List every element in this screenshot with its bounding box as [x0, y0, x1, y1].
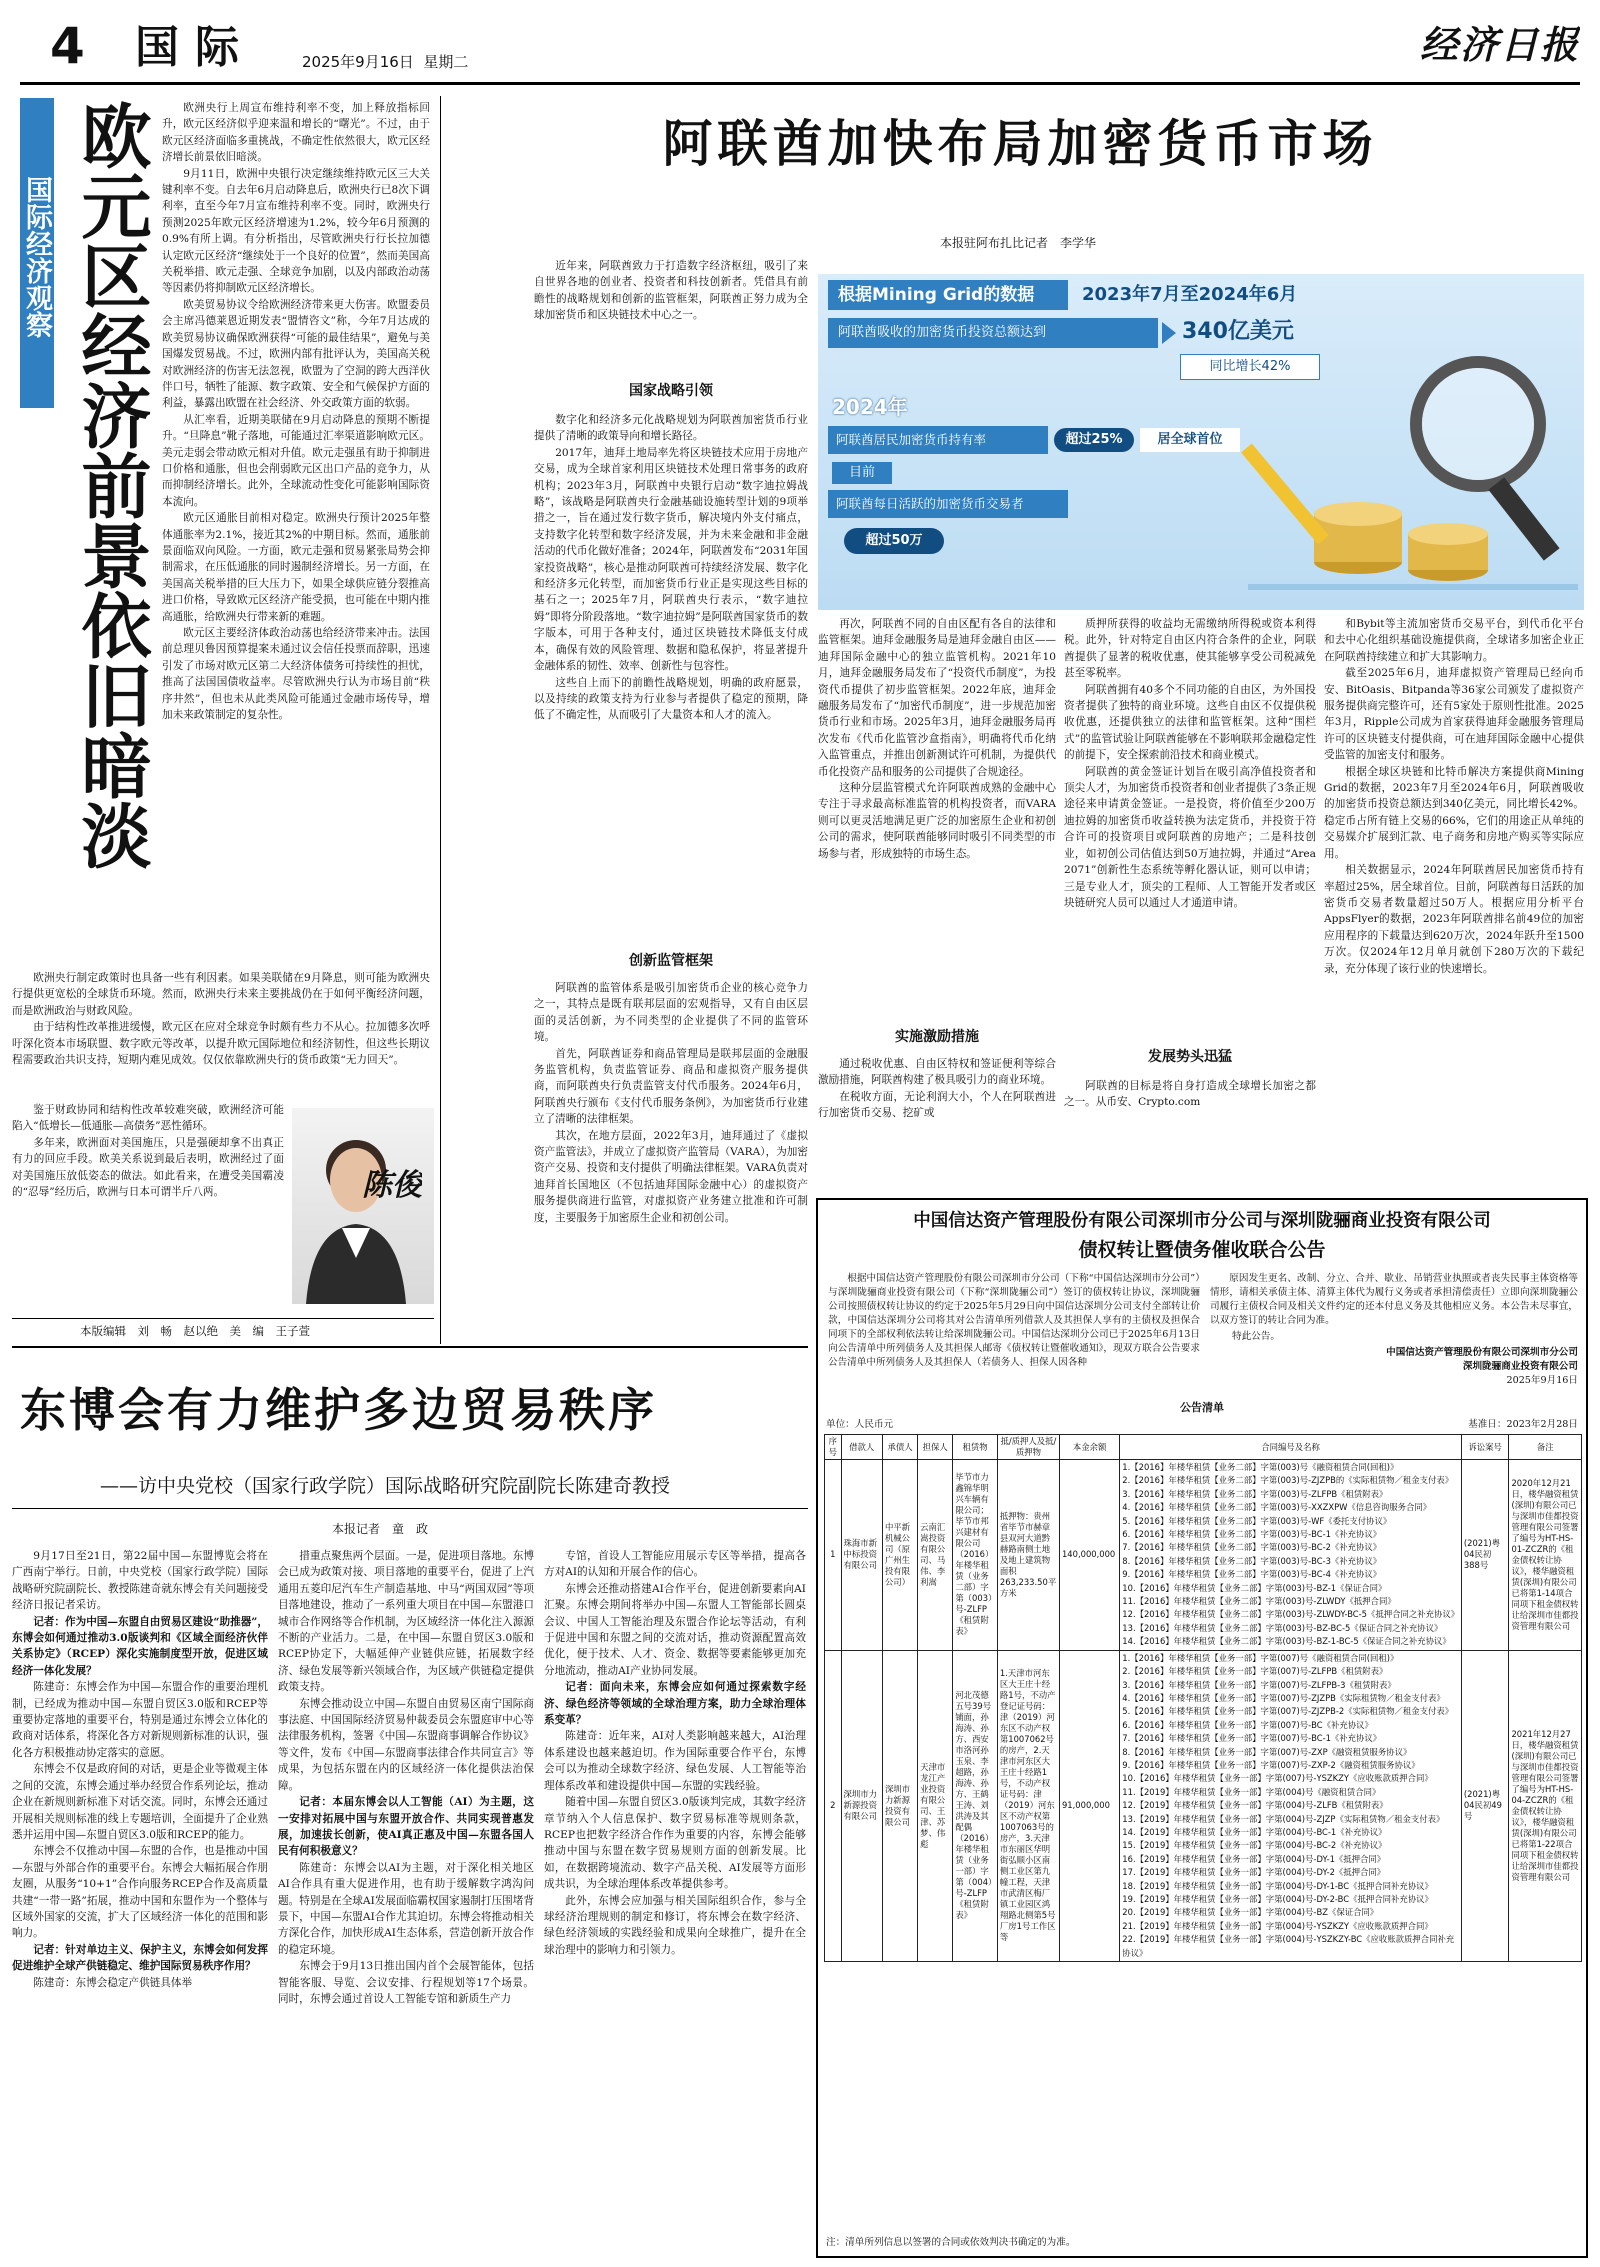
uae-para: 阿联酋的目标是将自身打造成全球增长加密之都之一。从币安、Crypto.com	[1064, 1080, 1316, 1109]
contract-line: 10.【2016】年楼华租赁【业务一部】字第(007)号-YSZKZY《应收账款质押合同》	[1122, 1773, 1433, 1784]
euro-para: 从汇率看，近期美联储在9月启动降息的预期不断提升。“旦降息”靴子落地，可能通过汇率渠道影响欧元区。美元走弱会带动欧元相对升值。欧元走强虽有助于抑制进口价格和通胀，但也会削弱欧元区出口产品的竞争力，从而抑制经济增长。此外，全球流动性变化可能影响国际资本流向。	[162, 413, 430, 508]
uae-col5	[1324, 616, 1584, 1188]
contract-line: 10.【2016】年楼华租赁【业务二部】字第(003)号-BZ-1《保证合同》	[1122, 1582, 1387, 1593]
subhead-strategy: 国家战略引领	[629, 383, 713, 399]
contract-line: 13.【2019】年楼华租赁【业务一部】字第(004)号-ZJZP《实际租赁物／租金支付表》	[1122, 1813, 1445, 1824]
table-cell-lease: 毕节市力鑫锦华明兴车辆有限公司；毕节市邦兴建材有限公司（2016）年楼华租赁（业务二部）字第（003）号-ZLFP《租赁附表》	[953, 1460, 998, 1651]
euro-title: 欧元区经济前景依旧暗淡	[70, 100, 153, 870]
info-current: 目前	[832, 462, 892, 484]
table-cell-principal: 91,000,000	[1059, 1650, 1119, 1961]
table-cell-borrower: 珠海市新中标投资有限公司	[841, 1460, 882, 1651]
table-cell-lease: 河北茂德五号39号铺面，孙海涛、孙方、西安市洛河孙玉泉、李超路，孙海涛、孙方、王鹤王涛、刘洪涛及其配偶（2016）年楼华租赁（业务一部）字第（004）号-ZLFP《租赁附表》	[953, 1650, 998, 1961]
page-header	[0, 0, 1600, 86]
contract-line: 12.【2016】年楼华租赁【业务二部】字第(003)号-ZLWDY-BC-5《抵押合同之补充协议》	[1122, 1609, 1460, 1620]
dongbo-para: 东博会推动设立中国—东盟自由贸易区南宁国际商事法庭、中国国际经济贸易仲裁委员会东盟庭审中心等法律服务机构，签署《中国—东盟商事调解合作协议》等文件，发布《中国—东盟商事法律合作共同宣言》等成果，为包括东盟在内的区域经济一体化提供法治保障。	[278, 1697, 534, 1792]
contract-line: 8.【2016】年楼华租赁【业务一部】字第(007)号-ZXP《融资租赁服务协议》	[1122, 1746, 1412, 1757]
euro-para: 多年来，欧洲面对美国施压，只是强硬却拿不出真正有力的回应手段。欧美关系说到最后表明，欧洲经过了面对美国施压放低姿态的做法。如此看来，在遭受美国霸凌的“忍辱”经历后，欧洲与日本可谓半斤八两。	[12, 1136, 284, 1199]
dongbo-para: 此外，东博会应加强与相关国际组织合作，参与全球经济治理规则的制定和修订，将东博会在数字经济、绿色经济领域的实践经验和成果向全球推广，提升在全球治理中的影响力和引领力。	[544, 1894, 806, 1956]
subhead-regulation: 创新监管框架	[629, 953, 713, 969]
contract-line: 1.【2016】年楼华租赁【业务一部】字第(007)号《融资租赁合同(回租)》	[1122, 1652, 1399, 1663]
dongbo-question: 记者：针对单边主义、保护主义，东博会如何发挥促进维护全球产供链稳定、维护国际贸易秩序作用？	[12, 1943, 268, 1973]
uae-para: 其次，在地方层面，2022年3月，迪拜通过了《虚拟资产监管法》，并成立了虚拟资产监管局（VARA），为加密资产交易、投资和支付提供了明确法律框架。VARA负责对迪拜首长国地区（不包括迪拜国际金融中心）的虚拟资产服务提供商进行监管，对虚拟资产业务建立批准和许可制度，主要服务于加密原生企业和初创公司。	[534, 1129, 808, 1224]
dongbo-sub-rule	[12, 1508, 808, 1509]
uae-para: 根据全球区块链和比特币解决方案提供商Mining Grid的数据，2023年7月至2024年6月，阿联酋吸收的加密货币投资总额达到340亿美元，同比增长42%。稳定币占所有链上交易的66%，它们的用途正从单纯的交易媒介扩展到汇款、电子商务和房地产购买等实际应用。	[1324, 765, 1584, 860]
notice-sign-note: 特此公告。	[1232, 1331, 1280, 1342]
table-row	[825, 1460, 1582, 1651]
uae-col4b	[1064, 1078, 1316, 1158]
dongbo-para: 东博会还推动搭建AI合作平台，促进创新要素向AI汇聚。东博会期间将举办中国—东盟人工智能部长圆桌会议、中国人工智能治理及东盟合作论坛等活动，有利于促进中国和东盟之间的交流对话，推动资源配置高效优化，便于技术、人才、资金、数据等要素能够更加充分地流动，推动AI产业协同发展。	[544, 1582, 806, 1677]
euro-body-lower	[12, 1102, 284, 1302]
uae-col1	[534, 258, 808, 380]
info-year: 2024年	[832, 395, 908, 419]
contract-line: 2.【2016】年楼华租赁【业务一部】字第(007)号-ZLFPB《租赁附表》	[1122, 1666, 1388, 1677]
uae-col3a	[818, 616, 1056, 1028]
uae-para: 近年来，阿联酋致力于打造数字经济枢纽，吸引了来自世界各地的创业者、投资者和科技创新者。凭借具有前瞻性的战略规划和创新的监管框架，阿联酋正努力成为全球加密货币和区块链技术中心之一。	[534, 260, 808, 322]
contract-line: 16.【2019】年楼华租赁【业务一部】字第(004)号-DY-1《抵押合同》	[1122, 1853, 1386, 1864]
contract-line: 9.【2016】年楼华租赁【业务一部】字第(007)号-ZXP-2《融资租赁服务协议》	[1122, 1759, 1420, 1770]
uae-para: 和Bybit等主流加密货币交易平台，到代币化平台和去中心化组织基础设施提供商，全球诸多加密企业正在阿联酋持续建立和扩大其影响力。	[1324, 618, 1584, 663]
dongbo-para: 专馆，首设人工智能应用展示专区等举措，提高各方对AI的认知和开展合作的信心。	[544, 1550, 806, 1579]
contract-line: 15.【2019】年楼华租赁【业务一部】字第(004)号-BC-2《补充协议》	[1122, 1840, 1387, 1851]
table-cell-case: (2021)粤04民初49号	[1461, 1650, 1509, 1961]
table-cell-principal: 140,000,000	[1059, 1460, 1119, 1651]
contract-line: 5.【2016】年楼华租赁【业务二部】字第(003)号-WF《委托支付协议》	[1122, 1515, 1392, 1526]
table-cell-remark: 2020年12月21日，楼华融资租赁(深圳)有限公司已与深圳市佳都投资管理有限公司签署了编号为HT-HS-01-ZCZR的《租金债权转让协议》，楼华融资租赁(深圳)有限公司已将第1-14项合同项下租金债权转让给深圳市佳都投资管理有限公司	[1509, 1460, 1582, 1651]
euro-para: 欧美贸易协议令给欧洲经济带来更大伤害。欧盟委员会主席冯德莱恩近期发表“盟情咨文”称，今年7月达成的欧美贸易协议确保欧洲获得“可能的最佳结果”，避免与美国爆发贸易战。不过，欧洲内部有批评认为，美国高关税对欧洲经济的伤害无法忽视，欧盟为了空洞的跨大西洋伙伴口号，牺牲了能源、数字政策、安全和气候保护方面的利益，暴露出欧盟在社会经济、外交政策方面的软弱。	[162, 298, 430, 410]
uae-title: 阿联酋加快布局加密货币市场	[662, 115, 1378, 173]
contract-line: 20.【2019】年楼华租赁【业务一部】字第(004)号-BZ《保证合同》	[1122, 1907, 1379, 1918]
subhead-momentum: 发展势头迅猛	[1148, 1049, 1232, 1065]
dongbo-question: 记者：面向未来，东博会应如何通过探索数字经济、绿色经济等领域的全球治理方案，助力全球治理体系变革？	[544, 1681, 806, 1727]
table-cell-case: (2021)粤04民初388号	[1461, 1460, 1509, 1651]
table-header-row	[825, 1435, 1582, 1460]
table-row	[825, 1650, 1582, 1961]
uae-para: 相关数据显示，2024年阿联酋居民加密货币持有率超过25%，居全球首位。目前，阿联酋每日活跃的加密货币交易者数量超过50万人。根据应用分析平台AppsFlyer的数据，2023年阿联酋排名前49位的加密应用程序的下载量达到620万次，2024年跃升至1500万次。仅2024年12月单月就创下280万次的下载纪录，充分体现了该行业的快速增长。	[1324, 864, 1584, 975]
uae-para: 数字化和经济多元化战略规划为阿联酋加密货币行业提供了清晰的政策导向和增长路径。	[534, 414, 808, 443]
masthead-logo: 经济日报	[1420, 22, 1580, 67]
editors-line: 本版编辑 刘 畅 赵以绝 美 编 王子萱	[80, 1324, 310, 1338]
euro-para: 由于结构性改革推进缓慢，欧元区在应对全球竞争时颇有些力不从心。拉加德多次呼吁深化资本市场联盟、数字欧元等改革，以提升欧元国际地位和经济韧性，但这些长期议程需要政治共识支持，短期内难见成效。仅仅依靠欧洲央行的货币政策“无力回天”。	[12, 1021, 430, 1067]
column-tag: 国际经济观察	[20, 98, 54, 408]
contract-line: 19.【2019】年楼华租赁【业务一部】字第(004)号-DY-2-BC《抵押合同补充协议》	[1122, 1894, 1433, 1904]
uae-para: 这些自上而下的前瞻性战略规划，明确的政府愿景，以及持续的政策支持为行业参与者提供了稳定的预期，降低了不确定性，从而吸引了大量资本和人才的流入。	[534, 676, 808, 722]
dongbo-para: 东博会不仅是政府间的对话，更是企业等微观主体之间的交流，东博会通过举办经贸合作系列论坛，推动企业在新规则新标准下对话交流。同时，东博会还通过开展相关规则标准的线上专题培训，全面提升了企业熟悉并运用中国—东盟自贸区3.0版和RCEP的能力。	[12, 1763, 268, 1841]
notice-title-1: 中国信达资产管理股份有限公司深圳市分公司与深圳陇骊商业投资有限公司	[913, 1211, 1491, 1231]
person-icon	[292, 1108, 434, 1304]
table-cell-pledge: 1.天津市河东区大王庄十经路1号，不动产登记证号码：津（2019）河东区不动产权第1007062号的房产，2.天津市河东区大王庄十经路1号，不动产权证号码：津（2019）河东区不动产权第1007063号的房产，3.天津市东丽区华明街弘顺小区南侧工业区第九幢工程，天津市武清区梅厂镇工业园区鸿翔路北侧第5号厂房1号工作区等	[997, 1650, 1059, 1961]
notice-date: 2025年9月16日	[1506, 1375, 1578, 1386]
uae-para: 通过税收优惠、自由区特权和签证便利等综合激励措施，阿联酋构建了极具吸引力的商业环境。	[818, 1058, 1056, 1087]
notice-signer-2: 深圳陇骊商业投资有限公司	[1462, 1361, 1578, 1372]
uae-para: 阿联酋的监管体系是吸引加密货币企业的核心竞争力之一，其特点是既有联邦层面的宏观指导，又有自由区层面的灵活创新，为不同类型的企业提供了不同的监管环境。	[534, 982, 808, 1044]
column-divider	[440, 96, 441, 1344]
info-invest-label: 阿联酋吸收的加密货币投资总额达到	[828, 318, 1158, 348]
contract-line: 8.【2016】年楼华租赁【业务二部】字第(003)号-BC-3《补充协议》	[1122, 1555, 1382, 1566]
subhead-incentives: 实施激励措施	[895, 1029, 979, 1045]
contract-line: 6.【2016】年楼华租赁【业务一部】字第(007)号-BC《补充协议》	[1122, 1719, 1373, 1730]
table-cell-contracts	[1120, 1460, 1462, 1651]
uae-para: 阿联酋拥有40多个不同功能的自由区，为外国投资者提供了独特的商业环境。这些自由区不仅提供税收优惠，还提供独立的法律和监管框架。这种“围栏式”的监管试验让阿联酋能够在不影响联邦金融稳定性的前提下，安全探索前沿技术和商业模式。	[1064, 683, 1316, 762]
dongbo-byline: 本报记者 童 政	[332, 1522, 429, 1536]
dongbo-title: 东博会有力维护多边贸易秩序	[20, 1383, 657, 1437]
notice-signer-1: 中国信达资产管理股份有限公司深圳市分公司	[1386, 1347, 1578, 1358]
dongbo-para: 随着中国—东盟自贸区3.0版谈判完成，其数字经济章节纳入个人信息保护、数字贸易标准等规则条款，RCEP也把数字经济合作作为重要的内容，东博会能够推动中国与东盟在数字贸易规则方面的创新发展。比如，在数据跨境流动、数字产品关税、AI发展等方面形成共识，为全球治理体系改革提供参考。	[544, 1796, 806, 1891]
uae-para: 这种分层监管模式允许阿联酋成熟的金融中心专注于寻求最高标准监管的机构投资者，而VARA则可以更灵活地满足更广泛的加密原生企业和初创公司的需求，使阿联酋能够同时吸引不同类型的市场参与者，形成独特的市场生态。	[818, 782, 1056, 860]
uae-col2b	[534, 980, 808, 1340]
notice-body-left: 根据中国信达资产管理股份有限公司深圳市分公司（下称“中国信达深圳市分公司”）与深圳陇骊商业投资有限公司（下称“深圳陇骊公司”）签订的债权转让协议，深圳陇骊公司按照债权转让协议的约定于2025年5月29日向中国信达深圳分公司支付全部转让价款，中国信达深圳分公司将其对公告清单所列借款人及其担保人享有的主债权及担保合同项下的全部权利依法转让给深圳陇骊公司。中国信达深圳分公司已于2025年6月13日向公告清单中所列债务人及其担保人邮寄《债权转让暨催收通知》，现双方联合公告要求公告清单中所列债务人及其担保人（若债务人、担保人因各种	[828, 1273, 1200, 1368]
euro-para: 欧洲央行上周宣布维持利率不变，加上释放指标回升，欧元区经济似乎迎来温和增长的“曙光”。不过，由于欧元区经济面临多重挑战，不确定性依然很大，欧元区经济增长前景依旧暗淡。	[162, 102, 430, 164]
notice-body-right: 原因发生更名、改制、分立、合并、歇业、吊销营业执照或者丧失民事主体资格等情形，请相关承债主体、清算主体代为履行义务或者承担清偿责任）立即向深圳陇骊公司履行主债权合同及相关文件约定的还本付息义务及其他相应义务。本公告未尽事宜，以双方签订的转让合同为准。	[1210, 1273, 1578, 1326]
contract-line: 3.【2016】年楼华租赁【业务二部】字第(003)号-ZLFPB《租赁附表》	[1122, 1488, 1388, 1499]
table-cell-obligor: 深圳市力新源投资有限公司	[882, 1650, 917, 1961]
dongbo-para: 陈建奇：东博会以AI为主题，对于深化相关地区AI合作具有重大促进作用，也有助于缓解数字鸿沟问题。特别是在全球AI发展面临霸权国家遏制打压围堵背景下，中国—东盟AI合作尤其迫切。东博会将推动相关方深化合作，加快形成AI生态体系，营造创新开放合作的稳定环境。	[278, 1861, 534, 1956]
uae-col3b	[818, 1056, 1056, 1188]
col-header: 合同编号及名称	[1120, 1435, 1462, 1460]
uae-col4a	[1064, 616, 1316, 1044]
weekday-text: 星期二	[423, 53, 469, 71]
list-base-date: 基准日：2023年2月28日	[1468, 1419, 1578, 1430]
author-signature: 陈俊	[362, 1168, 422, 1203]
dongbo-para: 陈建奇：近年来，AI对人类影响越来越大，AI治理体系建设也越来越迫切。作为国际重要合作平台，东博会可以为推动全球数字经济、绿色发展、人工智能等治理体系改革和建设提供中国—东盟的实践经验。	[544, 1730, 806, 1792]
euro-para: 9月11日，欧洲中央银行决定继续维持欧元区三大关键利率不变。自去年6月启动降息后，欧洲央行已8次下调利率，直至今年7月宣布维持利率不变。同时，欧洲央行预测2025年欧元区经济增速为1.2%，较今年6月预测的0.9%有所上调。有分析指出，尽管欧洲央行行长拉加德认定欧元区经济“继续处于一个良好的位置”，然而美国高关税举措、欧元走强、全球竞争加剧，以及内部政治动荡等因素仍将抑制欧元区经济增长。	[162, 167, 430, 295]
euro-para: 欧洲央行制定政策时也具备一些有利因素。如果美联储在9月降息，则可能为欧洲央行提供更宽松的全球货币环境。然而，欧洲央行未来主要挑战仍在于如何平衡经济问题，而是欧洲政治与财政风险。	[12, 972, 430, 1017]
table-cell-obligor: 中平新机械公司（原广州生投有限公司）	[882, 1460, 917, 1651]
contract-line: 2.【2016】年楼华租赁【业务二部】字第(003)号-ZJZPB的《实际租赁物／租金支付表》	[1122, 1475, 1454, 1486]
contract-line: 6.【2016】年楼华租赁【业务二部】字第(003)号-BC-1《补充协议》	[1122, 1529, 1382, 1540]
uae-para: 再次，阿联酋不同的自由区配有各自的法律和监管框架。迪拜金融服务局是迪拜金融自由区——迪拜国际金融中心的独立监管机构。2021年10月，迪拜金融服务局发布了“投资代币制度”，为投资代币提供了初步监管框架。2022年底，迪拜金融服务局发布了“加密代币制度”，进一步规范加密货币行业和市场。2025年3月，迪拜金融服务局再次发布《代币化监管沙盒指南》，明确将代币化纳入监管重点，并推出创新测试许可机制，为提供代币化投资产品和服务的公司提供了合规途径。	[818, 618, 1056, 778]
contract-line: 4.【2016】年楼华租赁【业务二部】字第(003)号-XXZXPW《信息咨询服务合同》	[1122, 1502, 1432, 1513]
info-holders-label: 阿联酋居民加密货币持有率	[828, 426, 1048, 454]
contract-line: 17.【2019】年楼华租赁【业务一部】字第(004)号-DY-2《抵押合同》	[1122, 1867, 1386, 1878]
uae-byline: 本报驻阿布扎比记者 李学华	[940, 236, 1097, 250]
table-cell-borrower: 深圳市力新源投资有限公司	[841, 1650, 882, 1961]
euro-body-wide	[12, 970, 430, 1102]
uae-para: 2017年，迪拜土地局率先将区块链技术应用于房地产交易，成为全球首家利用区块链技术处理日常事务的政府机构；2023年3月，阿联酋中央银行启动“数字迪拉姆战略”，该战略是阿联酋央行金融基础设施转型计划的9项举措之一，旨在通过发行数字货币，解决境内外支付痛点，支持数字化转型和数字经济发展，并为未来金融和非金融活动的代币化做好准备；2024年，阿联酋发布“2031年国家投资战略”，核心是推动阿联酋可持续经济发展、数字化和经济多元化转型，而加密货币行业正是实现这些目标的基石之一；2025年7月，阿联酋央行表示，“数字迪拉姆”即将分阶段落地。“数字迪拉姆”是阿联酋国家货币的数字版本，可用于各种支付，通过区块链技术降低支付成本，确保有效的风险管理、数据和隐私保护，将显著提升金融体系的韧性、效率、创新性与包容性。	[534, 446, 808, 673]
list-unit: 单位：人民币元	[826, 1419, 894, 1430]
uae-para: 阿联酋的黄金签证计划旨在吸引高净值投资者和顶尖人才，为加密货币投资者和创业者提供了3条正规途径来申请黄金签证。一是投资，将价值至少200万迪拉姆的加密货币收益转换为法定货币，并投资于符合许可的投资项目或阿联酋的房地产；二是科技创业，如初创公司估值达到50万迪拉姆，并通过“Area 2071”创新性生态系统等孵化器认证，则可以申请；三是专业人才，顶尖的工程师、人工智能开发者或区块链研究人员可以通过人才通道申请。	[1064, 765, 1316, 909]
contract-line: 14.【2016】年楼华租赁【业务二部】字第(003)号-BZ-1-BC-5《保证合同之补充协议》	[1122, 1636, 1451, 1647]
table-cell-guarantor: 云南汇嵩投资有限公司、马伟、李利嵩	[918, 1460, 953, 1651]
notice-footnote: 注：清单所列信息以签署的合同或依效判决书确定的为准。	[826, 2237, 1076, 2248]
col-header: 备注	[1509, 1435, 1582, 1460]
table-cell-remark: 2021年12月27日，楼华融资租赁(深圳)有限公司已与深圳市佳都投资管理有限公司签署了编号为HT-HS-04-ZCZR的《租金债权转让协议》，楼华融资租赁(深圳)有限公司已将第1-22项合同项下租金债权转让给深圳市佳都投资管理有限公司	[1509, 1650, 1582, 1961]
col-header: 借款人	[841, 1435, 882, 1460]
uae-para: 截至2025年6月，迪拜虚拟资产管理局已经向币安、BitOasis、Bitpanda等36家公司颁发了虚拟资产服务提供商完整许可，还有5家处于原则性批准。2025年3月，Ripple公司成为首家获得迪拜金融服务管理局许可的区块链支付提供商，可在迪拜国际金融中心提供受监管的加密支付和服务。	[1324, 667, 1584, 762]
col-header: 序号	[825, 1435, 842, 1460]
section-name: 国际	[135, 22, 255, 73]
contract-line: 14.【2019】年楼华租赁【业务一部】字第(004)号-BC-1《补充协议》	[1122, 1826, 1387, 1837]
table-cell-contracts	[1120, 1650, 1462, 1961]
author-photo	[292, 1108, 434, 1304]
notice-table	[824, 1434, 1582, 1962]
col-header: 担保人	[918, 1435, 953, 1460]
contract-line: 1.【2016】年楼华租赁【业务二部】字第(003)号《融资租赁合同(回租)》	[1122, 1462, 1399, 1472]
contract-line: 21.【2019】年楼华租赁【业务一部】字第(004)号-YSZKZY《应收账款质押合同》	[1122, 1920, 1433, 1931]
dongbo-top-rule	[12, 1346, 808, 1348]
info-holders-value: 超过25%	[1054, 428, 1134, 452]
contract-line: 7.【2016】年楼华租赁【业务二部】字第(003)号-BC-2《补充协议》	[1122, 1542, 1382, 1553]
info-daily-label: 阿联酋每日活跃的加密货币交易者	[828, 490, 1068, 518]
info-holders-rank: 居全球首位	[1140, 428, 1240, 452]
contract-line: 11.【2019】年楼华租赁【业务一部】字第(004)号《融资租赁合同》	[1122, 1786, 1381, 1797]
list-title: 公告清单	[1180, 1401, 1224, 1414]
uae-para: 质押所获得的收益均无需缴纳所得税或资本利得税。此外，针对特定自由区内符合条件的企业，阿联酋提供了显著的税收优惠，使其能够享受公司税减免甚至零税率。	[1064, 618, 1316, 680]
notice-table-wrap	[824, 1434, 1582, 2230]
dongbo-para: 陈建奇：东博会作为中国—东盟合作的重要治理机制，已经成为推动中国—东盟自贸区3.0版和RCEP等重要协定落地的重要平台，特别是通过东博会立体化的政商对话体系，将深化各方对新规则新标准的认识，强化各方积极推动协定落实的意愿。	[12, 1681, 268, 1759]
page-number: 4	[50, 18, 85, 74]
info-period: 2023年7月至2024年6月	[1082, 284, 1298, 305]
coins-magnifier-illustration	[1238, 334, 1584, 610]
dongbo-para: 陈建奇：东博会稳定产供链具体举	[33, 1976, 193, 1989]
editor-rule	[12, 1318, 434, 1319]
dongbo-subtitle: ——访中央党校（国家行政学院）国际战略研究院副院长陈建奇教授	[100, 1475, 671, 1497]
info-source: 根据Mining Grid的数据	[828, 280, 1068, 310]
uae-para: 首先，阿联酋证券和商品管理局是联邦层面的金融服务监管机构，负责监管证券、商品和虚拟资产服务提供商，而阿联酋央行负责监管支付代币服务。2024年6月，阿联酋央行颁布《支付代币服务条例》，为加密货币行业建立了清晰的法律框架。	[534, 1047, 808, 1126]
col-header: 诉讼案号	[1461, 1435, 1509, 1460]
col-header: 抵/质押人及抵/质押物	[997, 1435, 1059, 1460]
euro-body-upper	[162, 100, 430, 968]
col-header: 租赁物	[953, 1435, 998, 1460]
infographic	[818, 274, 1584, 610]
dongbo-col3	[544, 1548, 806, 2252]
date-text: 2025年9月16日	[302, 53, 414, 71]
header-rule	[20, 82, 1580, 85]
info-invest-value: 340亿美元	[1182, 319, 1294, 344]
contract-line: 22.【2019】年楼华租赁【业务一部】字第(004)号-YSZKZY-BC《应收账款质押合同补充协议》	[1122, 1934, 1455, 1958]
dongbo-question: 记者：本届东博会以人工智能（AI）为主题，这一安排对拓展中国与东盟开放合作、共同实现普惠发展，加速拔长创新，使AI真正惠及中国—东盟各国人民有何积极意义？	[278, 1796, 534, 1858]
contract-line: 12.【2019】年楼华租赁【业务一部】字第(004)号-ZLFB《租赁附表》	[1122, 1800, 1388, 1811]
dongbo-para: 东博会于9月13日推出国内首个会展智能体，包括智能客服、导览、会议安排、行程规划等17个场景。同时，东博会通过首设人工智能专馆和新质生产力	[278, 1960, 534, 2005]
dongbo-para: 9月17日至21日，第22届中国—东盟博览会将在广西南宁举行。日前，中央党校（国家行政学院）国际战略研究院副院长、教授陈建奇就东博会有关问题接受经济日报记者采访。	[12, 1550, 268, 1612]
euro-para: 鉴于财政协同和结构性改革较难突破，欧洲经济可能陷入“低增长—低通胀—高债务”恶性循环。	[12, 1104, 284, 1133]
notice-title-2: 债权转让暨债务催收联合公告	[1078, 1239, 1326, 1261]
euro-para: 欧元区主要经济体政治动荡也给经济带来冲击。法国前总理贝鲁因预算提案未通过议会信任投票而辞职，迅速引发了市场对欧元区第二大经济体债务可持续性的担忧，推高了法国国债收益率。尽管欧洲央行认为市场目前“秩序井然”，但也未从此类风险可能通过金融市场传导，增加未来政策制定的复杂性。	[162, 627, 430, 722]
table-cell-pledge: 抵押物：贵州省毕节市赫章县双河大道黔赫路南侧土地及地上建筑物面积263,233.50平方米	[997, 1460, 1059, 1651]
contract-line: 7.【2016】年楼华租赁【业务一部】字第(007)号-BC-1《补充协议》	[1122, 1733, 1382, 1744]
info-daily-value: 超过50万	[844, 528, 944, 554]
dongbo-para: 东博会不仅推动中国—东盟的合作，也是推动中国—东盟与外部合作的重要平台。东博会大幅拓展合作朋友圈，从服务“10+1”合作向服务RCEP合作及高质量共建“一带一路”拓展，推动中国和东盟作为一个整体与区域外国家的交流，扩大了区域经济一体化的范围和影响力。	[12, 1845, 268, 1940]
legal-notice	[816, 1198, 1588, 2258]
uae-col2a	[534, 412, 808, 952]
table-cell-guarantor: 天津市龙江产业投资有限公司、王津、苏梦、伟彪	[918, 1650, 953, 1961]
uae-para: 在税收方面，无论利润大小，个人在阿联酋进行加密货币交易、挖矿或	[818, 1090, 1056, 1120]
dongbo-para: 措重点聚焦两个层面。一是，促进项目落地。东博会已成为政策对接、项目落地的重要平台，促进了上汽通用五菱印尼汽车生产制造基地、中马“两国双园”等项目落地建设，推动了一系列重大项目在中国—东盟港口城市合作网络等合作机制，为区域经济一体化注入源源不断的产业活力。二是，在中国—东盟自贸区3.0版和RCEP协定下，大幅延伸产业链供应链，拓展数字经济、绿色发展等新兴领域合作，为区域产供链稳定提供政策支持。	[278, 1550, 534, 1694]
col-header: 承债人	[882, 1435, 917, 1460]
contract-line: 4.【2016】年楼华租赁【业务一部】字第(007)号-ZJZPB《实际租赁物／租金支付表》	[1122, 1692, 1445, 1703]
issue-date	[302, 52, 468, 72]
contract-line: 13.【2016】年楼华租赁【业务二部】字第(003)号-BZ-BC-5《保证合同之补充协议》	[1122, 1622, 1443, 1633]
dongbo-col1	[12, 1548, 268, 2252]
contract-line: 5.【2016】年楼华租赁【业务一部】字第(007)号-ZJZPB-2《实际租赁物／租金支付表》	[1122, 1706, 1454, 1717]
contract-line: 3.【2016】年楼华租赁【业务一部】字第(007)号-ZLFPB-3《租赁附表》	[1122, 1679, 1396, 1690]
contract-line: 11.【2016】年楼华租赁【业务二部】字第(003)号-ZLWDY《抵押合同》	[1122, 1596, 1396, 1607]
table-cell-no: 1	[825, 1460, 842, 1651]
dongbo-question: 记者：作为中国—东盟自由贸易区建设“助推器”，东博会如何通过推动3.0版谈判和《区域全面经济伙伴关系协定》（RCEP）深化实施制度型开放，促进区域经济一体化发展？	[12, 1615, 268, 1677]
col-header: 本金余额	[1059, 1435, 1119, 1460]
contract-line: 9.【2016】年楼华租赁【业务二部】字第(003)号-BC-4《补充协议》	[1122, 1569, 1382, 1580]
euro-para: 欧元区通胀目前相对稳定。欧洲央行预计2025年整体通胀率为2.1%，接近其2%的中期目标。然而，通胀前景面临双向风险。一方面，欧元走强和贸易紧张局势会抑制需求，在压低通胀的同时遏制经济增长。另一方面，在美国高关税举措的巨大压力下，如果全球供应链分裂推高进口价格，导致欧元区经济产能受损，也可能在中期内推高通胀，给欧洲央行带来新的难题。	[162, 512, 430, 623]
dongbo-col2	[278, 1548, 534, 2252]
arrow-icon	[1162, 322, 1176, 344]
table-cell-no: 2	[825, 1650, 842, 1961]
contract-line: 18.【2019】年楼华租赁【业务一部】字第(004)号-DY-1-BC《抵押合同补充协议》	[1122, 1880, 1433, 1891]
info-growth: 同比增长42%	[1180, 354, 1320, 380]
